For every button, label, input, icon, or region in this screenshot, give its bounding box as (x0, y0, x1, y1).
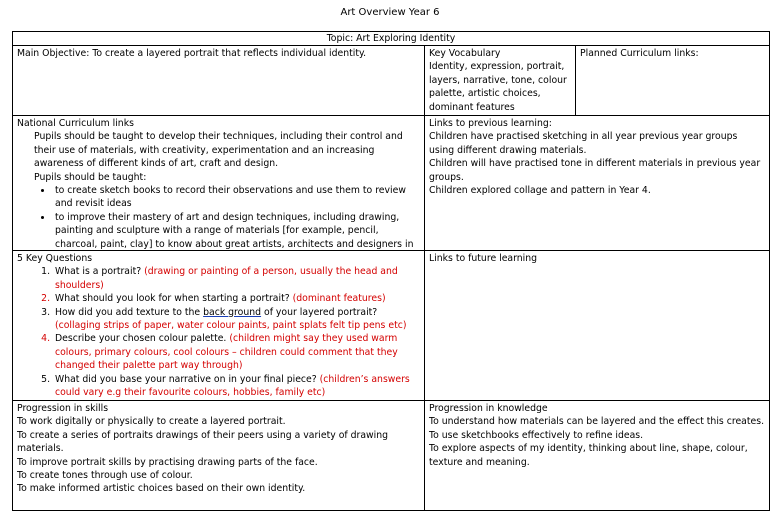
list-item: To improve portrait skills by practising drawing parts of the face. (17, 456, 318, 468)
list-item: To make informed artistic choices based on their own identity. (17, 483, 306, 495)
list-item (53, 306, 420, 333)
question-text: What did you base your narrative on in your final piece? (55, 373, 317, 385)
national-curriculum-cell (12, 115, 425, 251)
key-vocabulary-text: Identity, expression, portrait, layers, narrative, tone, colour palette, artistic choices, dominant features (429, 61, 567, 113)
question-text: What is a portrait? (55, 266, 142, 278)
list-item (53, 332, 420, 372)
answer-text: (collaging strips of paper, water colour paints, paint splats felt tip pens etc) (55, 320, 407, 332)
national-curriculum-intro: Pupils should be taught to develop their techniques, including their control and their use of materials, with creativity, experimentation and an increasing awareness of different kinds of art, craft and design. (34, 131, 403, 170)
list-item: To use sketchbooks effectively to refine ideas. (429, 429, 644, 441)
progression-skills-cell (12, 400, 425, 511)
question-text: What should you look for when starting a portrait? (55, 293, 290, 305)
topic-text: Topic: Art Exploring Identity (326, 33, 456, 44)
main-objective: Main Objective: To create a layered portrait that reflects individual identity. (17, 48, 367, 59)
progression-knowledge-cell (424, 400, 770, 511)
previous-learning-heading: Links to previous learning: (429, 118, 552, 129)
list-item: • to improve their mastery of art and design techniques, including drawing, painting and sculpture with a range of materials [for example, pencil, charcoal, paint, clay] to know about great artists, architects and designers in (53, 211, 420, 251)
key-questions-cell (12, 250, 425, 401)
question-text-underlined: back ground (203, 306, 262, 318)
national-curriculum-taught: Pupils should be taught: (34, 171, 147, 183)
question-text (55, 307, 377, 318)
previous-learning-cell (424, 115, 770, 251)
list-item: To create a series of portraits drawings of their peers using a variety of drawing materials. (17, 429, 389, 455)
planned-links-cell (575, 45, 770, 116)
answer-text: (drawing or painting of a person, usually the head and shoulders) (55, 266, 398, 291)
progression-knowledge-heading: Progression in knowledge (429, 403, 548, 414)
list-item: Children have practised sketching in all year previous year groups using different drawing materials. (429, 131, 738, 156)
list-item: Children will have practised tone in different materials in previous year groups. (429, 158, 761, 183)
main-objective-cell (12, 45, 425, 116)
list-item: To create tones through use of colour. (17, 470, 193, 482)
answer-text: (children might say they used warm colours, primary colours, cool colours – children could comment that they changed their palette part way through) (55, 333, 398, 372)
answer-text: (children’s answers could vary e.g their favourite colours, hobbies, family etc) (55, 373, 410, 399)
national-curriculum-bullets (17, 184, 420, 251)
future-learning-heading: Links to future learning (429, 253, 538, 264)
list-item: • to create sketch books to record their observations and use them to review and revisit ideas (53, 184, 420, 211)
list-item: To understand how materials can be layered and the effect this creates. (429, 416, 765, 428)
planned-links-heading: Planned Curriculum links: (580, 48, 699, 59)
key-questions-heading: 5 Key Questions (17, 253, 93, 264)
list-item: To explore aspects of my identity, thinking about line, shape, colour, texture and meaning. (429, 443, 748, 468)
key-questions-list (17, 265, 420, 399)
list-item (53, 292, 420, 305)
list-item (53, 265, 420, 292)
question-text: Describe your chosen colour palette. (55, 333, 227, 345)
list-item: To work digitally or physically to create a layered portrait. (17, 416, 286, 428)
page-title: Art Overview Year 6 (340, 7, 440, 18)
list-item (53, 373, 420, 400)
list-item: Children explored collage and pattern in Year 4. (429, 185, 651, 197)
question-text-post: of your layered portrait? (261, 306, 378, 318)
national-curriculum-heading: National Curriculum links (17, 118, 134, 129)
key-vocabulary-heading: Key Vocabulary (429, 48, 501, 59)
future-learning-cell (424, 250, 770, 401)
answer-text: (dominant features) (292, 293, 386, 305)
progression-skills-heading: Progression in skills (17, 403, 109, 414)
key-vocabulary-cell (424, 45, 576, 116)
question-text-pre: How did you add texture to the (55, 306, 204, 318)
topic-header (12, 31, 770, 46)
